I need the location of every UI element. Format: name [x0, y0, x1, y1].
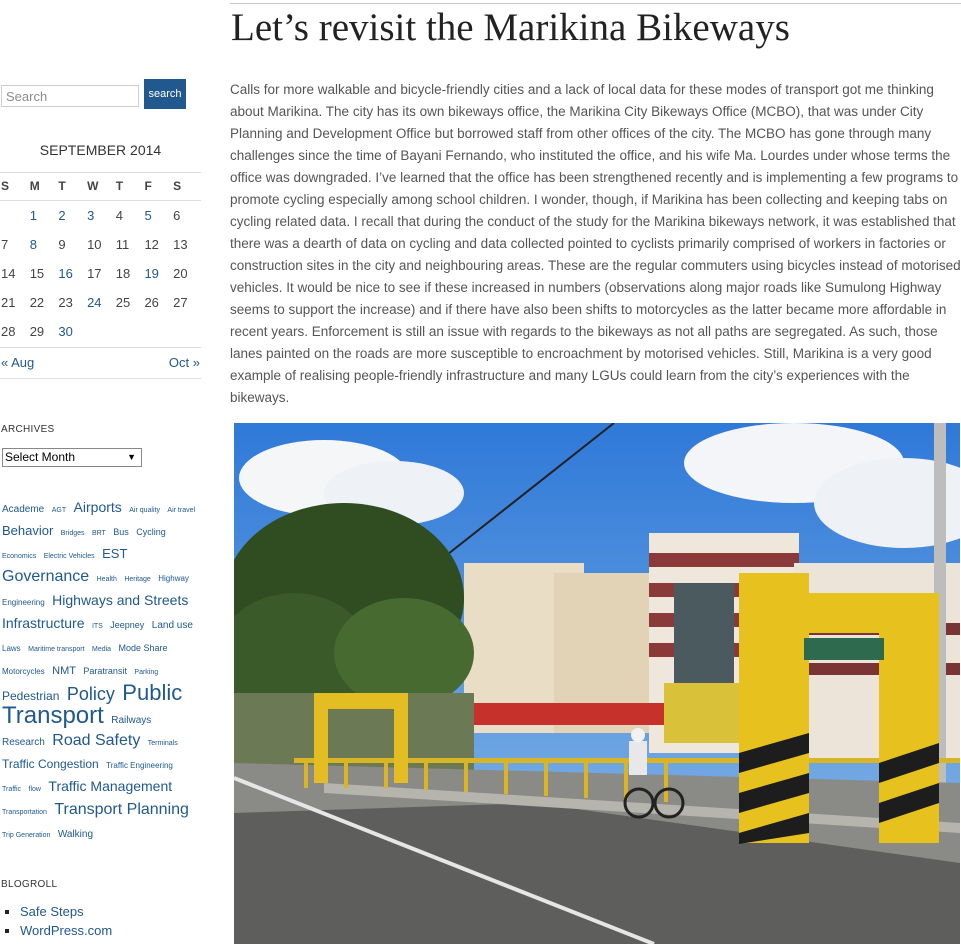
tag-link[interactable]: Traffic Management	[48, 778, 173, 794]
tag-link[interactable]: Highway	[158, 574, 189, 583]
marikina-bikeway-photo	[234, 423, 960, 944]
calendar-day[interactable]: 3	[87, 208, 95, 223]
calendar-day[interactable]: 30	[58, 324, 73, 339]
tag-link[interactable]: Traffic Engineering	[106, 761, 173, 770]
tag-link[interactable]: Infrastructure	[2, 615, 85, 631]
tag-link[interactable]: Laws	[2, 644, 21, 653]
tag-link[interactable]: Cycling	[136, 527, 166, 537]
tag-link[interactable]: Traffic Congestion	[2, 757, 99, 771]
list-item	[20, 921, 112, 940]
tag-link[interactable]: Air travel	[167, 507, 196, 514]
search-button[interactable]: search	[144, 79, 186, 109]
calendar-day: 28	[1, 324, 16, 339]
tag-link[interactable]: Research	[2, 737, 45, 748]
calendar-day: 4	[115, 208, 123, 223]
calendar-day	[86, 317, 115, 346]
calendar-nav	[0, 347, 201, 379]
tag-link[interactable]: NMT	[52, 665, 76, 677]
calendar-day: 10	[87, 237, 102, 252]
calendar-day[interactable]: 8	[29, 237, 37, 252]
calendar-day: 23	[58, 295, 73, 310]
calendar-day	[0, 201, 29, 230]
tag-link[interactable]: AGT	[51, 507, 67, 514]
tag-link[interactable]: Heritage	[124, 576, 151, 583]
calendar-day: 29	[29, 324, 45, 339]
calendar-day: 6	[173, 208, 181, 223]
tag-link[interactable]: Health	[96, 576, 117, 583]
blogroll-link[interactable]: Safe Steps	[20, 904, 84, 919]
calendar-day: 20	[173, 266, 188, 281]
calendar-day[interactable]: 2	[58, 208, 66, 223]
calendar-weekday-header	[0, 172, 201, 201]
calendar-weekday: S	[1, 179, 10, 193]
post-body: Calls for more walkable and bicycle-friendly cities and a lack of local data for these modes of transport got me thinking about Marikina. The city has its own bikeways office, the Marikina City Bikeways Office (MCBO), that was under City Planning and Development Office but borrowed staff from other offices of the city. The MCBO has gone through many challenges since the time of Bayani Fernando, who instituted the office, and his wife Ma. Lourdes under whose terms the office was downgraded. I’ve learned that the office has been strengthened recently and is implementing a few programs to promote cycling especially among school children. I wonder, though, if Marikina has been collecting and keeping tabs on cycling related data. I recall that during the conduct of the study for the Marikina bikeways network, it was established that there was a dearth of data on cycling and data collected pointed to cyclists primarily comprised of workers in factories or construction sites in the city and neighbouring areas. These are the regular commuters using bicycles instead of motorised vehicles. It would be nice to see if these increased in numbers (observations along major roads like Sumulong Highway seems to support the increase) and if there have also been shifts to motorcycles as the latter became more affordable in recent years. Enforcement is still an issue with regards to the bikeways as not all paths are segregated. As such, those lanes painted on the roads are more susceptible to encroachment by motorised vehicles. Still, Marikina is a very good example of realising people-friendly infrastructure and many LGUs could learn from the city’s experiences with the bikeways.	[230, 82, 961, 405]
calendar-day: 12	[144, 237, 159, 252]
tag-link[interactable]: Maritime transport	[28, 646, 85, 653]
calendar-day: 9	[58, 237, 66, 252]
tag-link[interactable]: Transport Planning	[54, 801, 189, 818]
calendar-day: 21	[1, 295, 16, 310]
tag-link[interactable]: Terminals	[147, 740, 178, 747]
tag-link[interactable]: Bus	[113, 527, 129, 537]
calendar-day: 7	[1, 237, 9, 252]
tag-link[interactable]: Jeepney	[110, 620, 145, 630]
tag-link[interactable]: Behavior	[2, 523, 54, 538]
calendar-prev-link[interactable]: « Aug	[1, 355, 35, 370]
calendar-day[interactable]: 19	[144, 266, 159, 281]
tag-link[interactable]: Air quality	[129, 507, 160, 514]
tag-link[interactable]: Highways and Streets	[52, 592, 189, 608]
archives-selected-value: Select Month	[5, 450, 76, 464]
list-item	[20, 902, 112, 921]
blogroll-list	[2, 902, 112, 940]
calendar-day: 25	[115, 295, 131, 310]
calendar-weekday: T	[115, 179, 124, 193]
calendar-day: 13	[173, 237, 188, 252]
archives-select[interactable]	[2, 448, 142, 467]
tag-link[interactable]: Academe	[2, 504, 45, 515]
calendar-day: 27	[173, 295, 188, 310]
tag-link[interactable]: Parking	[134, 669, 159, 676]
calendar-day	[172, 317, 201, 346]
tag-link[interactable]: Airports	[73, 499, 122, 515]
calendar-weekday: W	[87, 179, 99, 193]
calendar-weekday: T	[58, 179, 66, 193]
calendar-week	[0, 230, 201, 259]
tag-link[interactable]: Governance	[2, 568, 90, 585]
calendar-day: 15	[29, 266, 45, 281]
calendar-week	[0, 201, 201, 230]
tag-link[interactable]: Trip Generation	[2, 832, 51, 839]
calendar-caption: SEPTEMBER 2014	[39, 142, 162, 158]
tag-cloud	[2, 497, 202, 846]
tag-link[interactable]: flow	[28, 786, 41, 793]
calendar-day[interactable]: 5	[144, 208, 152, 223]
calendar-weekday: S	[173, 179, 182, 193]
calendar-day	[115, 317, 144, 346]
calendar-next-link[interactable]: Oct »	[168, 355, 200, 370]
tag-link[interactable]: Transport	[2, 702, 104, 729]
tag-link[interactable]: Road Safety	[52, 732, 141, 749]
tag-link[interactable]: Economics	[2, 553, 37, 560]
search-input[interactable]	[1, 85, 139, 107]
calendar-weekday: M	[29, 179, 40, 193]
tag-link[interactable]: Traffic	[2, 786, 22, 793]
tag-link[interactable]: Electric Vehicles	[43, 553, 95, 560]
tag-link[interactable]: Public	[122, 680, 183, 705]
tag-link[interactable]: EST	[102, 546, 128, 561]
tag-link[interactable]: Paratransit	[83, 666, 127, 676]
calendar-week	[0, 259, 201, 288]
tag-link[interactable]: Motorcycles	[2, 667, 45, 676]
tag-link[interactable]: ITS	[91, 623, 103, 630]
tag-link[interactable]: Policy	[66, 684, 115, 704]
blogroll-title: BLOGROLL	[1, 879, 58, 890]
archives-title: ARCHIVES	[1, 424, 55, 435]
calendar-day: 11	[115, 237, 130, 252]
calendar-weekday: F	[144, 179, 152, 193]
calendar-day	[143, 317, 172, 346]
post-title: Let’s revisit the Marikina Bikeways	[231, 6, 790, 49]
dropdown-arrow-icon: ▼	[127, 452, 136, 462]
calendar-day: 26	[144, 295, 159, 310]
calendar-week	[0, 317, 201, 346]
calendar-day[interactable]: 16	[58, 266, 73, 281]
tag-link[interactable]: Walking	[57, 829, 94, 840]
tag-link[interactable]: Media	[92, 646, 112, 653]
calendar-day[interactable]: 24	[87, 295, 102, 310]
top-divider	[230, 3, 961, 4]
calendar-day: 17	[87, 266, 102, 281]
calendar-week	[0, 288, 201, 317]
calendar-day: 18	[115, 266, 131, 281]
tag-link[interactable]: Mode Share	[118, 643, 168, 653]
calendar-day: 14	[1, 266, 16, 281]
tag-link[interactable]: Bridges	[60, 530, 85, 537]
tag-link[interactable]: Engineering	[2, 598, 45, 607]
calendar-day: 22	[29, 295, 45, 310]
tag-link[interactable]: BRT	[91, 530, 106, 537]
calendar	[0, 172, 201, 346]
calendar-day[interactable]: 1	[29, 208, 37, 223]
blogroll-link[interactable]: WordPress.com	[20, 923, 113, 938]
tag-link[interactable]: Railways	[111, 715, 152, 726]
tag-link[interactable]: Pedestrian	[2, 689, 60, 703]
tag-link[interactable]: Land use	[151, 620, 193, 631]
post-photo	[234, 423, 960, 944]
tag-link[interactable]: Transportation	[2, 809, 47, 816]
